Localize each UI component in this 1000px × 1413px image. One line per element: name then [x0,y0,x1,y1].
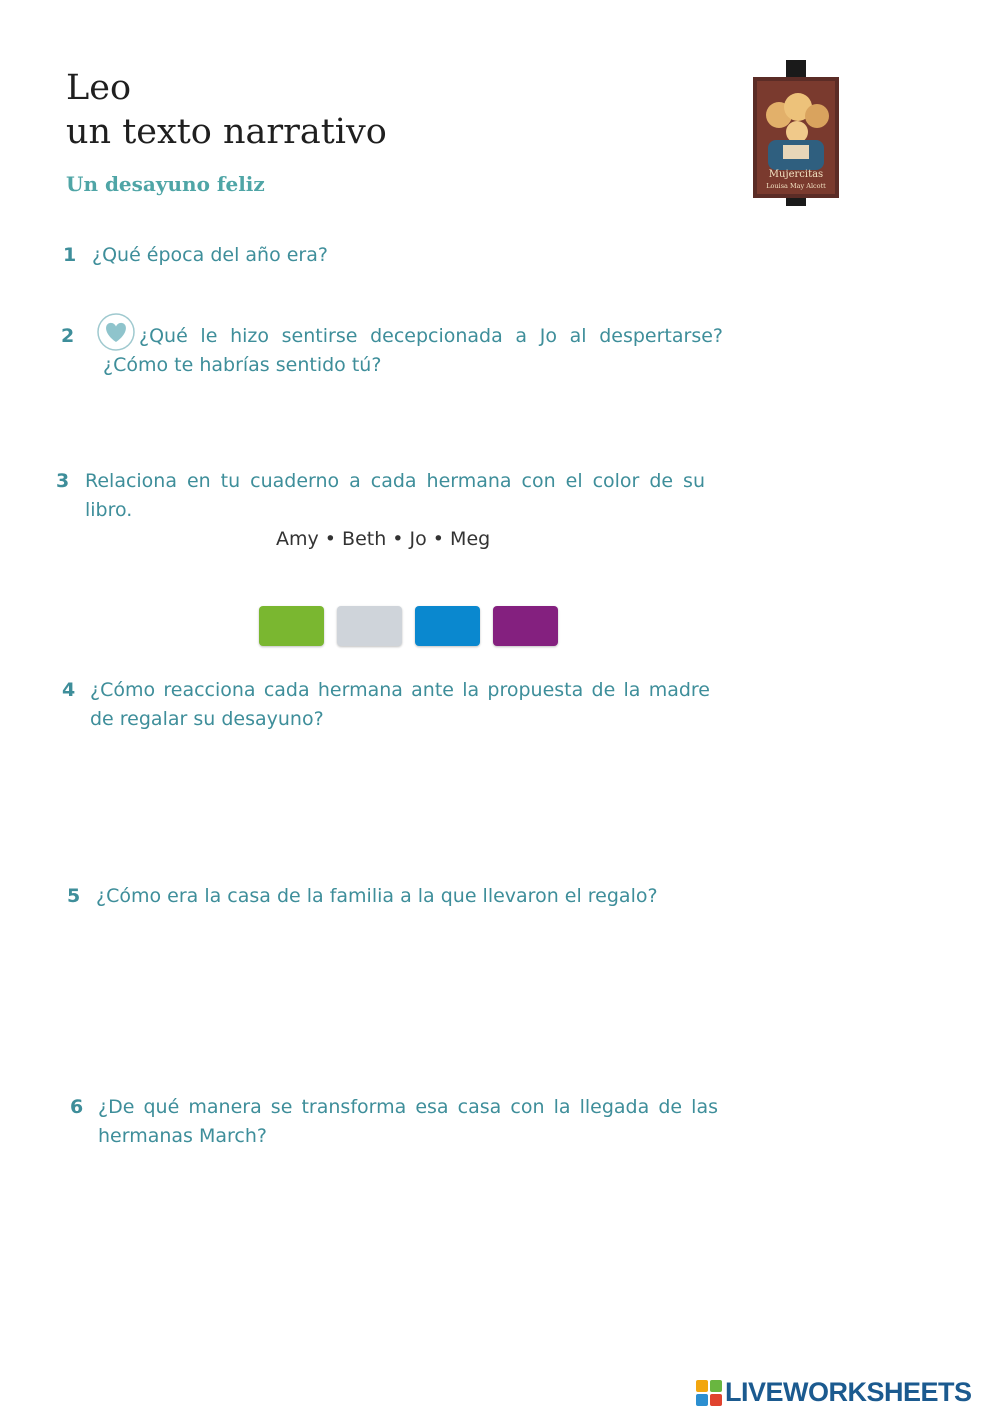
color-swatches [259,606,558,646]
question-number: 6 [70,1096,84,1118]
brand-name: LIVEWORKSHEETS [725,1377,972,1407]
question-number: 2 [61,325,75,347]
book-cover-author: Louisa May Alcott [766,182,826,190]
sisters-list: Amy • Beth • Jo • Meg [276,528,491,550]
question-number: 3 [56,470,70,492]
question-text: ¿Qué le hizo sentirse decepcionada a Jo al despertarse? ¿Cómo te habrías sentido tú? [103,325,723,376]
question-number: 5 [67,885,81,907]
title-line-2: un texto narrativo [66,112,387,152]
question-text: ¿De qué manera se transforma esa casa con la llegada de las hermanas March? [98,1096,718,1147]
color-swatch-green[interactable] [259,606,324,646]
title-line-1: Leo [66,68,132,108]
question-number: 4 [62,679,76,701]
color-swatch-blue[interactable] [415,606,480,646]
color-swatch-gray[interactable] [337,606,402,646]
liveworksheets-brand [696,1377,972,1408]
question-text: ¿Qué época del año era? [92,244,328,266]
page-title [66,66,387,154]
color-swatch-purple[interactable] [493,606,558,646]
book-cover-image [753,60,839,206]
question-text: Relaciona en tu cuaderno a cada hermana con el color de su libro. [85,470,705,521]
book-cover-title: Mujercitas [768,169,824,180]
page-subtitle: Un desayuno feliz [66,172,265,196]
question-text: ¿Cómo reacciona cada hermana ante la propuesta de la madre de regalar su desayuno? [90,679,710,730]
liveworksheets-logo-icon [696,1380,722,1406]
question-text: ¿Cómo era la casa de la familia a la que llevaron el regalo? [96,885,658,907]
question-number: 1 [63,244,77,266]
